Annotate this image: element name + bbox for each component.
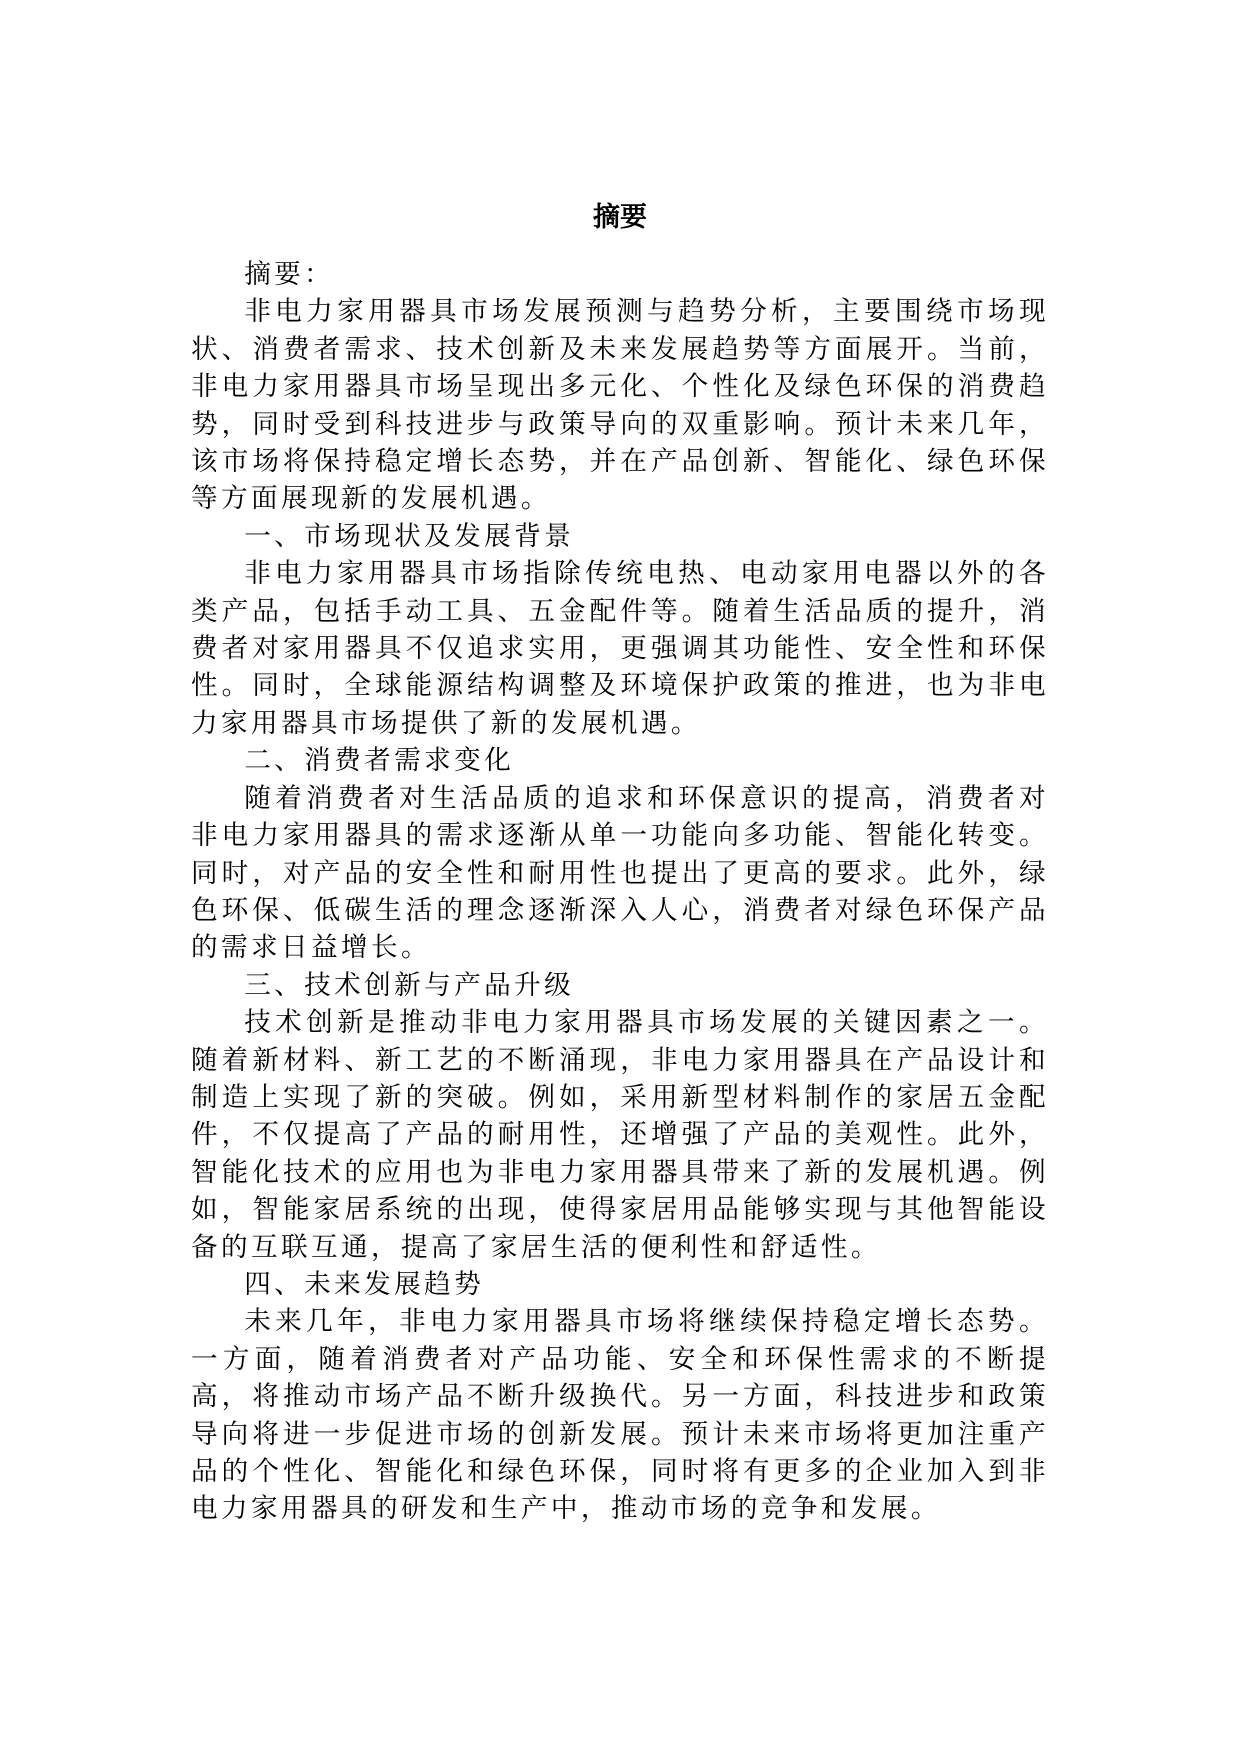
abstract-label: 摘要：	[244, 259, 335, 290]
paragraph-section-1: 非电力家用器具市场指除传统电热、电动家用电器以外的各类产品，包括手动工具、五金配件等。随着生活品质的提升，消费者对家用器具不仅追求实用，更强调其功能性、安全性和环保性。同时，全球能源结构调整及环境保护政策的推进，也为非电力家用器具市场提供了新的发展机遇。	[191, 558, 1049, 739]
document-body	[191, 256, 1049, 1528]
section-heading-2: 二、消费者需求变化	[244, 745, 515, 777]
section-heading-1: 一、市场现状及发展背景	[244, 520, 575, 552]
section-heading-4: 四、未来发展趋势	[244, 1268, 485, 1300]
paragraph-section-4: 未来几年，非电力家用器具市场将继续保持稳定增长态势。一方面，随着消费者对产品功能、安全和环保性需求的不断提高，将推动市场产品不断升级换代。另一方面，科技进步和政策导向将进一步促进市场的创新发展。预计未来市场将更加注重产品的个性化、智能化和绿色环保，同时将有更多的企业加入到非电力家用器具的研发和生产中，推动市场的竞争和发展。	[191, 1306, 1049, 1525]
paragraph-intro: 非电力家用器具市场发展预测与趋势分析，主要围绕市场现状、消费者需求、技术创新及未来发展趋势等方面展开。当前，非电力家用器具市场呈现出多元化、个性化及绿色环保的消费趋势，同时受到科技进步与政策导向的双重影响。预计未来几年，该市场将保持稳定增长态势，并在产品创新、智能化、绿色环保等方面展现新的发展机遇。	[191, 296, 1049, 515]
page-title: 摘要	[593, 202, 647, 233]
paragraph-section-2: 随着消费者对生活品质的追求和环保意识的提高，消费者对非电力家用器具的需求逐渐从单一功能向多功能、智能化转变。同时，对产品的安全性和耐用性也提出了更高的要求。此外，绿色环保、低碳生活的理念逐渐深入人心，消费者对绿色环保产品的需求日益增长。	[191, 782, 1049, 964]
section-heading-3: 三、技术创新与产品升级	[244, 969, 575, 1001]
paragraph-section-3: 技术创新是推动非电力家用器具市场发展的关键因素之一。随着新材料、新工艺的不断涌现，非电力家用器具在产品设计和制造上实现了新的突破。例如，采用新型材料制作的家居五金配件，不仅提高了产品的耐用性，还增强了产品的美观性。此外，智能化技术的应用也为非电力家用器具带来了新的发展机遇。例如，智能家居系统的出现，使得家居用品能够实现与其他智能设备的互联互通，提高了家居生活的便利性和舒适性。	[191, 1007, 1049, 1263]
